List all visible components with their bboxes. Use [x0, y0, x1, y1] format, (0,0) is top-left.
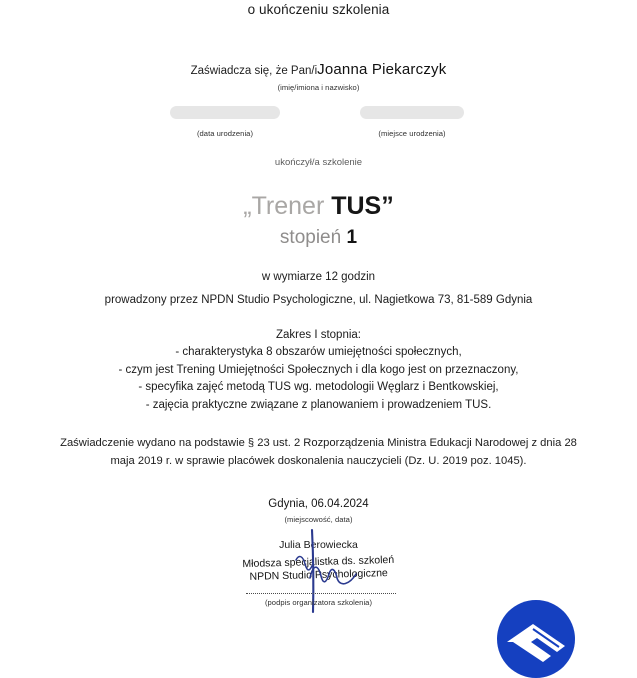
title-word-trener: Trener: [251, 192, 332, 220]
birth-place-redaction-bar: [360, 106, 464, 119]
scope-heading: Zakres I stopnia:: [275, 329, 361, 341]
level-number: 1: [346, 227, 358, 248]
title-word-tus: TUS: [331, 192, 382, 220]
birth-date-redaction-bar: [170, 106, 280, 119]
level-word: stopień: [279, 227, 342, 248]
legal-basis-paragraph: [0, 434, 637, 470]
signature-caption: (podpis organizatora szkolenia): [264, 598, 373, 607]
personal-fields-row: [0, 106, 637, 152]
page-title: o ukończeniu szkolenia: [247, 2, 390, 17]
birth-place-field: [322, 106, 502, 138]
signer-role-stamp: [0, 547, 637, 590]
training-hours-line: w wymiarze 12 godzin: [261, 271, 376, 283]
recipient-prefix-label: Zaświadcza się, że Pan/i: [190, 65, 318, 77]
birth-date-field: [135, 106, 315, 138]
training-level: [0, 227, 637, 249]
scope-item: - specyfika zajęć metodą TUS wg. metodologii Węglarz i Bentkowskiej,: [138, 381, 499, 393]
organization-logo-icon: [497, 600, 575, 678]
signer-name: Julia Berowiecka: [279, 539, 358, 551]
scope-section: [0, 329, 637, 414]
signature-dotted-line: [246, 593, 396, 594]
title-close-quote: ”: [381, 192, 394, 220]
scope-item: - charakterystyka 8 obszarów umiejętności społecznych,: [175, 346, 462, 358]
birth-place-caption: (miejsce urodzenia): [378, 129, 446, 138]
training-title: [0, 192, 637, 221]
signer-role-line-2: NPDN Studio Psychologiczne: [249, 566, 388, 583]
scope-item: - zajęcia praktyczne związane z planowaniem i prowadzeniem TUS.: [145, 398, 492, 411]
training-provider-line: prowadzony przez NPDN Studio Psychologiczne, ul. Nagietkowa 73, 81-589 Gdynia: [104, 294, 533, 306]
issue-place-and-date: Gdynia, 06.04.2024: [268, 498, 369, 510]
birth-date-caption: (data urodzenia): [196, 129, 254, 138]
recipient-row: [0, 61, 637, 79]
issue-place-date-caption: (miejscowość, data): [284, 515, 353, 524]
scope-item: - czym jest Trening Umiejętności Społecznych i dla kogo jest on przeznaczony,: [118, 363, 519, 376]
legal-line-1: Zaświadczenie wydano na podstawie § 23 ust. 2 Rozporządzenia Ministra Edukacji Narodowej z dnia 28: [60, 437, 577, 449]
signer-role-line-1: Młodsza specjalistka ds. szkoleń: [242, 553, 395, 571]
recipient-name-caption: (imię/imiona i nazwisko): [277, 83, 360, 92]
completion-line: ukończył/a szkolenie: [274, 157, 363, 168]
legal-line-2: maja 2019 r. w sprawie placówek doskonalenia nauczycieli (Dz. U. 2019 poz. 1045).: [110, 455, 527, 467]
recipient-name: Joanna Piekarczyk: [317, 61, 447, 78]
title-open-quote: „: [243, 192, 252, 220]
